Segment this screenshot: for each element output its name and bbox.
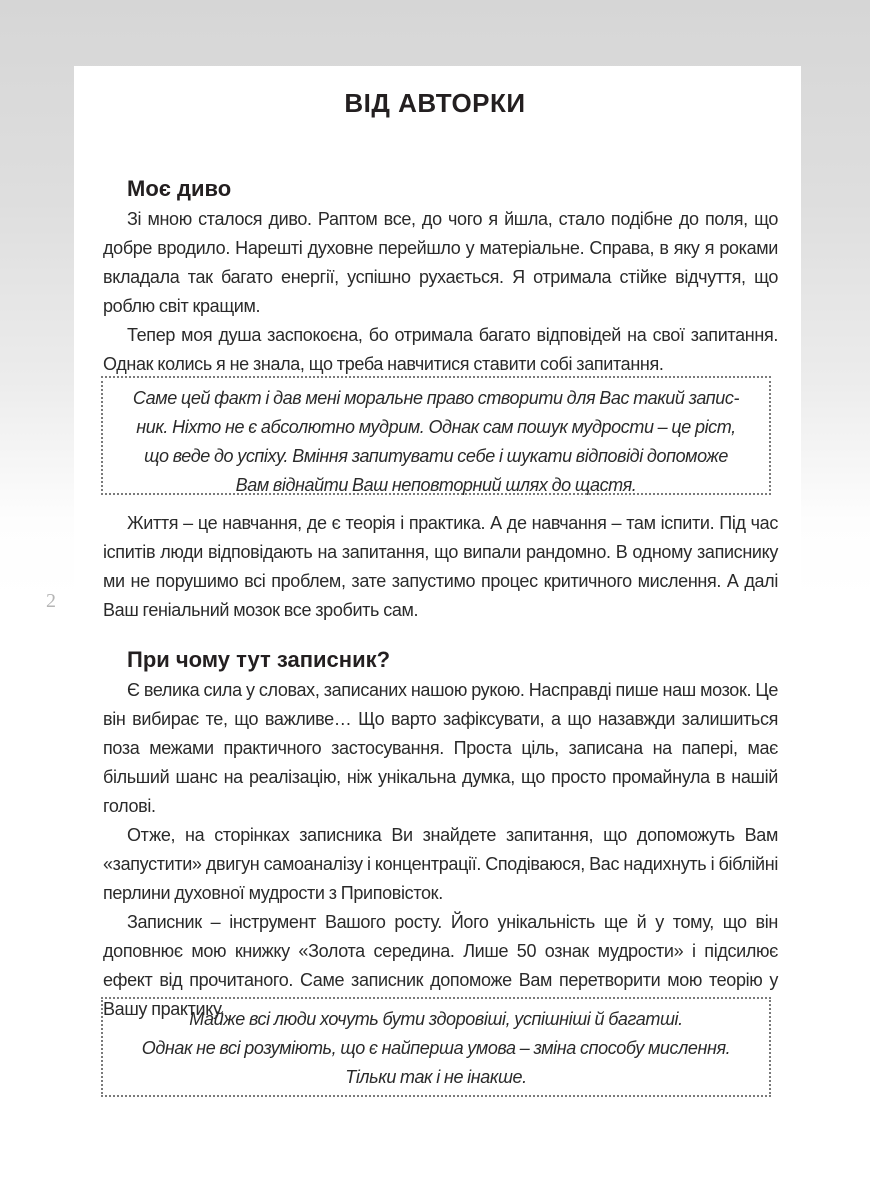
quote-text <box>105 1005 767 1092</box>
page-title: ВІД АВТОРКИ <box>344 88 526 118</box>
quote-box <box>101 997 771 1097</box>
paragraph: Є велика сила у словах, записаних нашою рукою. Насправді пише наш мозок. Це він вибирає те, що важливе… Що варто зафіксувати, а що назавжди залишиться поза межами практичного застосування. Проста ціль, записана на папері, має більший шанс на реалізацію, ніж унікальна думка, що просто промайнула в нашій голові. <box>103 680 778 816</box>
quote-line: що веде до успіху. Вміння запитувати себе і шукати відповіді допоможе <box>144 446 728 466</box>
quote-line: Однак не всі розуміють, що є найперша умова – зміна способу мислення. <box>141 1038 731 1058</box>
quote-text <box>105 384 767 500</box>
section1-after-quote <box>103 509 778 625</box>
paragraph: Зі мною сталося диво. Раптом все, до чого я йшла, стало подібне до поля, що добре вродило. Нарешті духовне перейшло у матеріальне. Справа, в яку я роками вкладала так багато енергії, успішно рухається. Я отримала стійке відчуття, що роблю світ кращим. <box>103 209 778 316</box>
paragraph: Життя – це навчання, де є теорія і практика. А де навчання – там іспити. Під час іспитів люди відповідають на запитання, що випали рандомно. В одному записнику ми не порушимо всі проблем, зате запустимо процес критичного мислення. А далі Ваш геніальний мозок все зробить сам. <box>103 513 778 620</box>
section-heading-my-miracle: Моє диво <box>127 176 232 201</box>
section-heading-why-notebook: При чому тут записник? <box>127 647 391 672</box>
page-number: 2 <box>46 590 56 612</box>
quote-box <box>101 376 771 495</box>
section1-body <box>103 205 778 379</box>
paragraph: Тепер моя душа заспокоєна, бо отримала багато відповідей на свої запитання. Однак колись я не знала, що треба навчитися ставити собі запитання. <box>103 325 778 374</box>
quote-line: Саме цей факт і дав мені моральне право створити для Вас такий запис- <box>132 388 740 408</box>
paragraph: Отже, на сторінках записника Ви знайдете запитання, що допоможуть Вам «запустити» двигун самоаналізу і концентрації. Сподіваюся, Вас надихнуть і біблійні перлини духовної мудрости з Приповісток. <box>103 825 778 903</box>
section2-body <box>103 676 778 1024</box>
quote-line: ник. Ніхто не є абсолютно мудрим. Однак сам пошук мудрости – це ріст, <box>136 417 736 437</box>
quote-line: Тільки так і не інакше. <box>345 1067 527 1087</box>
quote-line: Майже всі люди хочуть бути здоровіші, успішніші й багатші. <box>189 1009 683 1029</box>
quote-line: Вам віднайти Ваш неповторний шлях до щастя. <box>235 475 637 495</box>
paragraph: Записник – інструмент Вашого росту. Його унікальність ще й у тому, що він доповнює мою книжку «Золота середина. Лише 50 ознак мудрости» і підсилює ефект від прочитаного. Саме записник допоможе Вам перетворити мою теорію у Вашу практику. <box>103 912 778 1019</box>
